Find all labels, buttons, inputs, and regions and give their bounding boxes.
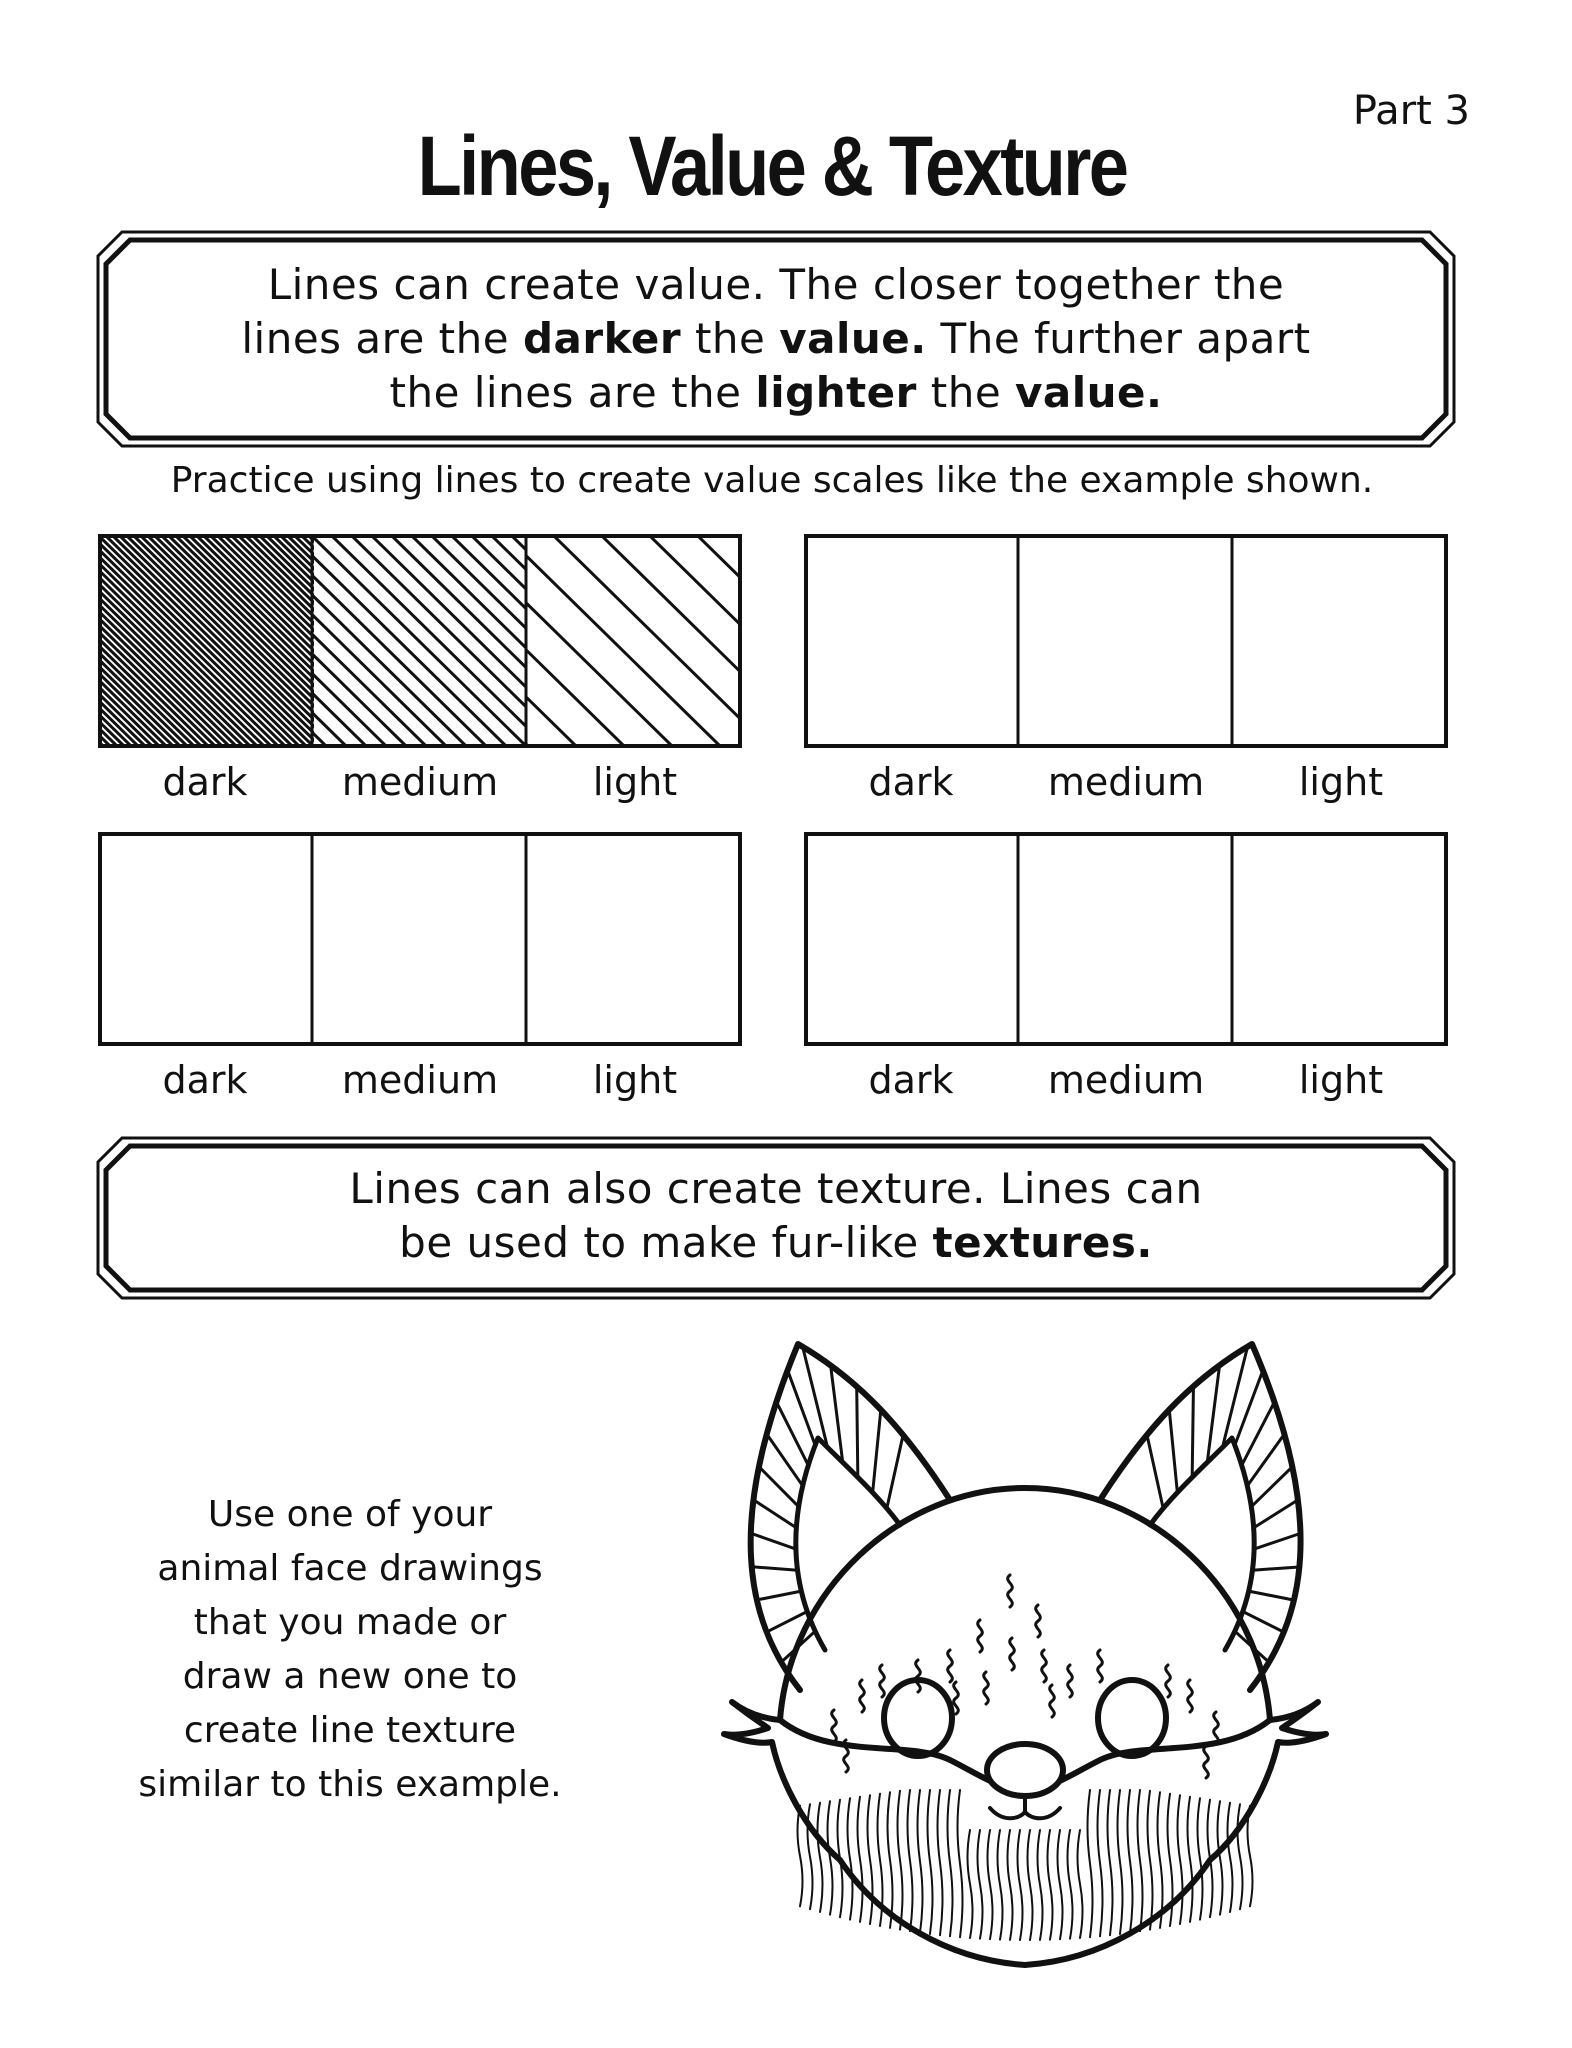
intro-box	[96, 230, 1456, 448]
texture-box	[96, 1136, 1456, 1300]
emphasis-lighter: lighter	[755, 368, 917, 417]
intro-line-2: lines are the darker the value. The further apart	[241, 314, 1311, 363]
texture-instruction	[110, 1488, 590, 1812]
intro-line-1: Lines can create value. The closer together the	[267, 260, 1285, 309]
page-title: Lines, Value & Texture	[417, 119, 1127, 213]
value-scale-example	[98, 534, 742, 748]
label-medium: medium	[341, 760, 499, 804]
part-label: Part 3	[1352, 88, 1470, 134]
value-scale-example-drawing	[98, 534, 742, 748]
label-light: light	[592, 1058, 678, 1102]
label-dark: dark	[868, 1058, 954, 1102]
texture-line-2: be used to make fur-like textures.	[399, 1218, 1153, 1267]
scale-outline	[806, 834, 1446, 1044]
label-medium: medium	[1047, 1058, 1205, 1102]
emphasis-darker: darker	[522, 314, 682, 363]
value-scale-labels	[98, 760, 742, 810]
label-medium: medium	[341, 1058, 499, 1102]
value-scale-labels	[804, 1058, 1448, 1108]
label-light: light	[1298, 1058, 1384, 1102]
label-light: light	[1298, 760, 1384, 804]
label-dark: dark	[162, 1058, 248, 1102]
texture-instruction-line: similar to this example.	[138, 1764, 562, 1805]
scale-outline	[806, 536, 1446, 746]
emphasis-value: value.	[779, 314, 927, 363]
label-medium: medium	[1047, 760, 1205, 804]
label-dark: dark	[162, 760, 248, 804]
texture-line-1: Lines can also create texture. Lines can	[349, 1164, 1203, 1213]
texture-instruction-line: draw a new one to	[182, 1656, 518, 1697]
emphasis-value: value.	[1015, 368, 1163, 417]
texture-text	[96, 1162, 1456, 1270]
value-scale-practice[interactable]	[804, 534, 1448, 748]
fox-face-icon	[650, 1320, 1420, 2020]
intro-line-3: the lines are the lighter the value.	[389, 368, 1163, 417]
texture-instruction-line: create line texture	[183, 1710, 517, 1751]
texture-instruction-line: animal face drawings	[157, 1548, 543, 1589]
practice-instruction: Practice using lines to create value scales like the example shown.	[170, 460, 1374, 501]
value-scale-practice[interactable]	[804, 832, 1448, 1046]
label-light: light	[592, 760, 678, 804]
emphasis-textures: textures.	[932, 1218, 1153, 1267]
value-scale-practice[interactable]	[98, 832, 742, 1046]
label-dark: dark	[868, 760, 954, 804]
value-scale-labels	[98, 1058, 742, 1108]
value-scale-labels	[804, 760, 1448, 810]
scale-outline	[100, 834, 740, 1044]
intro-text	[96, 258, 1456, 420]
texture-instruction-line: Use one of your	[207, 1494, 493, 1535]
texture-instruction-line: that you made or	[193, 1602, 507, 1643]
